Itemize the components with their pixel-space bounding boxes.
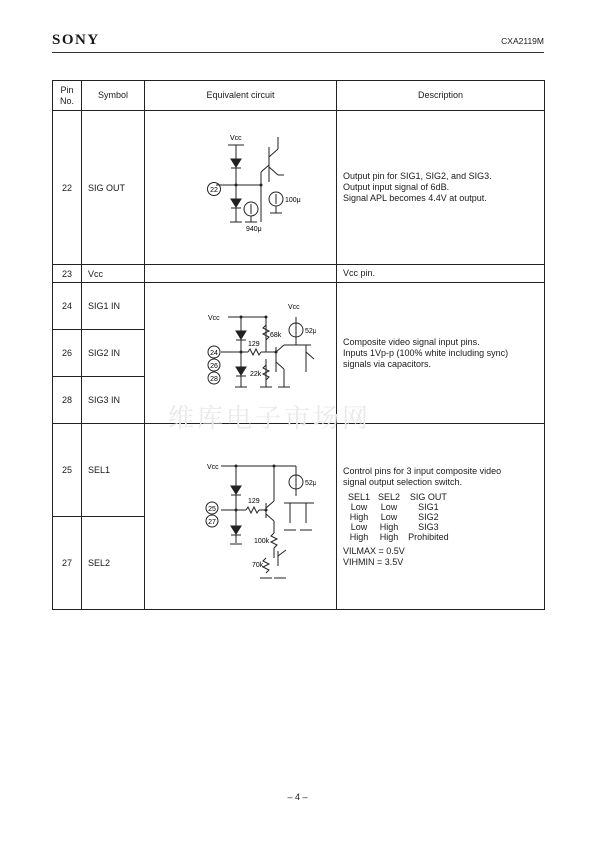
pin-number: 26 [53,330,82,377]
pin-marker: 25 [207,506,216,513]
pin-number: 27 [53,517,82,610]
truth-table-cell: High [349,531,369,542]
part-number: CXA2119M [501,36,544,46]
vcc-label: Vcc [229,134,242,142]
truth-table-cell: High [349,511,369,522]
truth-table-row [345,522,454,532]
vcc-label: Vcc [207,315,220,322]
pin-number: 22 [53,111,82,265]
description-line: signals via capacitors. [343,358,432,369]
header-rule [52,52,544,53]
threshold-line: VILMAX = 0.5V [343,545,405,556]
threshold-line: VIHMIN = 3.5V [343,556,404,567]
description-line: Composite video signal input pins. [343,336,480,347]
pin-symbol: SIG2 IN [82,330,145,377]
pin-number: 24 [53,283,82,330]
truth-table-cell: Low [380,511,398,522]
vcc-label: Vcc [206,464,219,471]
pin-number: 25 [53,424,82,517]
header-pin-no: Pin No. [53,81,82,111]
resistor-label: 100k [253,538,269,545]
truth-table-cell: Low [380,501,398,512]
truth-table-row [345,512,454,522]
header-symbol: Symbol [82,81,145,111]
pin-symbol: SIG1 IN [82,283,145,330]
watermark-text: 维库电子市场网 [168,404,372,434]
equivalent-circuit-sig-out [145,111,337,265]
truth-table-cell: High [379,521,399,532]
page-number: – 4 – [287,792,308,802]
truth-table-row [345,532,454,542]
truth-table-cell: Low [350,501,368,512]
description-line: Output pin for SIG1, SIG2, and SIG3. [343,171,492,181]
truth-table-cell: SIG3 [418,521,439,532]
description-line: Output input signal of 6dB. [343,182,450,192]
description-line: Inputs 1Vp-p (100% white including sync) [343,347,509,358]
table-row [53,424,545,517]
truth-table-heading: SIG OUT [409,491,447,502]
current-source-label: 940μ [245,225,262,233]
current-source-label: 100μ [284,196,301,204]
resistor-label: 22k [249,371,261,378]
truth-table-row [345,502,454,512]
table-row [53,283,545,330]
header-equivalent-circuit: Equivalent circuit [145,81,337,111]
pin-marker: 24 [209,350,218,357]
table-row [53,111,545,265]
circuit-diagram [166,297,316,407]
pin-description-table [52,80,545,610]
pin-symbol: SIG3 IN [82,377,145,424]
table-header-row [53,81,545,111]
circuit-diagram [166,127,316,247]
selection-truth-table [345,492,454,542]
truth-table-cell: SIG1 [418,501,439,512]
description-line: signal output selection switch. [343,476,463,487]
brand-logo: SONY [52,32,100,48]
truth-table-cell: Low [350,521,368,532]
vcc-label: Vcc [287,304,300,311]
pin-marker: 22 [209,186,218,194]
current-source-label: 52μ [304,480,316,487]
circuit-diagram [166,448,316,583]
truth-table-heading: SEL1 [348,491,371,502]
description-line: Control pins for 3 input composite video [343,465,502,476]
pin-marker: 26 [209,363,218,370]
current-source-label: 52μ [304,328,316,335]
resistor-label: 70k [251,562,263,569]
truth-table-cell: Prohibited [408,531,449,542]
pin-number: 23 [53,265,82,283]
pin-symbol: Vcc [82,265,145,283]
truth-table-cell: SIG2 [418,511,439,522]
truth-table-heading: SEL2 [378,491,401,502]
equivalent-circuit-empty [145,265,337,283]
pin-symbol: SEL1 [82,424,145,517]
resistor-label: 129 [247,341,260,348]
pin-description [337,424,545,610]
truth-table-header [345,492,454,502]
pin-marker: 28 [209,376,218,383]
header-description: Description [337,81,545,111]
table-row [53,265,545,283]
description-line: Signal APL becomes 4.4V at output. [343,193,487,203]
resistor-label: 129 [247,498,260,505]
pin-symbol: SEL2 [82,517,145,610]
equivalent-circuit-sel [145,424,337,610]
pin-symbol: SIG OUT [82,111,145,265]
pin-description: Vcc pin. [337,265,545,283]
pin-number: 28 [53,377,82,424]
pin-description [337,111,545,265]
truth-table-cell: High [379,531,399,542]
resistor-label: 68k [269,332,281,339]
pin-marker: 27 [207,519,216,526]
